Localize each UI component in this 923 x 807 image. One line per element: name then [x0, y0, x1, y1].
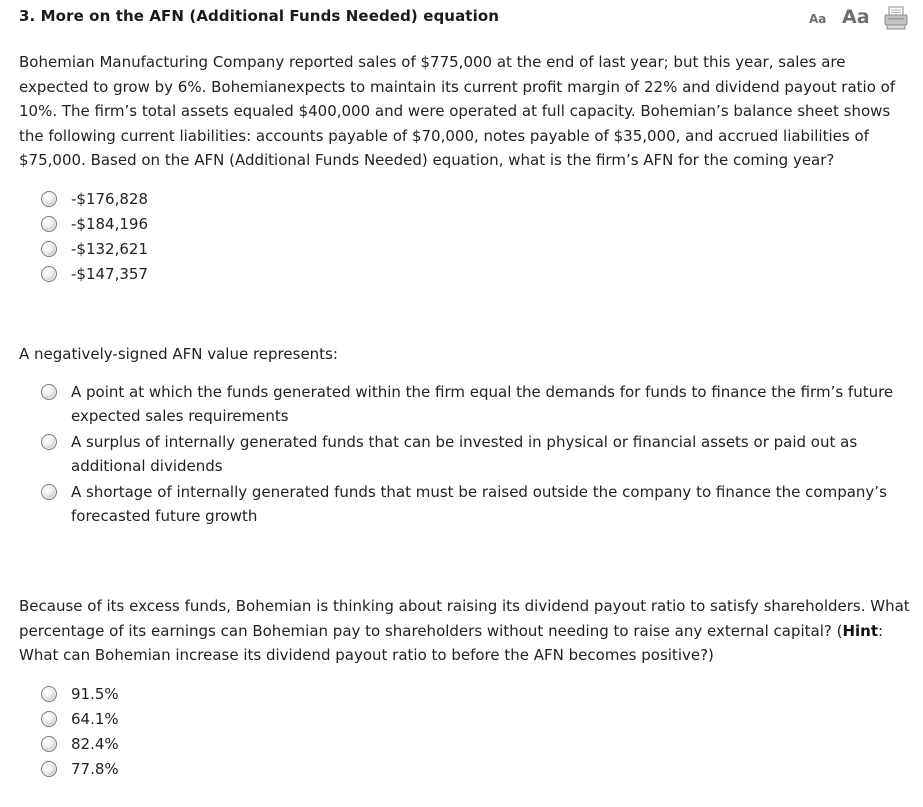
question3-text	[19, 594, 911, 668]
q2-option-2[interactable]	[41, 430, 911, 478]
hint-text: : What can Bohemian increase its dividend payout ratio to before the AFN becomes positive?)	[19, 621, 884, 664]
radio-button-icon[interactable]	[41, 736, 57, 752]
radio-button-icon[interactable]	[41, 484, 57, 500]
question3-main-text: Because of its excess funds, Bohemian is thinking about raising its dividend payout ratio to satisfy shareholders. What percentage of its earnings can Bohemian pay to shareholders without needing to raise any external capital? (	[19, 597, 910, 640]
q3-option-2[interactable]	[41, 707, 119, 732]
decrease-font-button[interactable]: Aa	[809, 12, 827, 26]
question2-text: A negatively-signed AFN value represents:	[19, 345, 338, 363]
radio-button-icon[interactable]	[41, 241, 57, 257]
q1-option-4[interactable]	[41, 262, 148, 287]
question2-options	[41, 380, 911, 530]
radio-button-icon[interactable]	[41, 216, 57, 232]
radio-button-icon[interactable]	[41, 266, 57, 282]
q1-option-label: -$184,196	[71, 215, 148, 233]
q3-option-4[interactable]	[41, 757, 119, 782]
q3-option-label: 82.4%	[71, 735, 119, 753]
q2-option-label: A point at which the funds generated within the firm equal the demands for funds to finance the firm’s future expected sales requirements	[71, 383, 894, 425]
question-header	[0, 0, 923, 36]
question-title: 3. More on the AFN (Additional Funds Needed) equation	[19, 7, 500, 25]
q1-option-label: -$132,621	[71, 240, 148, 258]
radio-button-icon[interactable]	[41, 191, 57, 207]
q3-option-3[interactable]	[41, 732, 119, 757]
q3-option-1[interactable]	[41, 682, 119, 707]
q1-option-2[interactable]	[41, 212, 148, 237]
q2-option-label: A shortage of internally generated funds that must be raised outside the company to finance the company’s forecasted future growth	[71, 483, 887, 525]
hint-label: Hint	[842, 621, 879, 640]
radio-button-icon[interactable]	[41, 384, 57, 400]
increase-font-button[interactable]: Aa	[842, 6, 870, 28]
q1-option-3[interactable]	[41, 237, 148, 262]
print-icon[interactable]	[883, 5, 909, 31]
question1-options	[41, 187, 148, 287]
q1-option-label: -$147,357	[71, 265, 148, 283]
radio-button-icon[interactable]	[41, 434, 57, 450]
radio-button-icon[interactable]	[41, 711, 57, 727]
radio-button-icon[interactable]	[41, 686, 57, 702]
q1-option-1[interactable]	[41, 187, 148, 212]
radio-button-icon[interactable]	[41, 761, 57, 777]
q3-option-label: 77.8%	[71, 760, 119, 778]
question3-options	[41, 682, 119, 782]
q1-option-label: -$176,828	[71, 190, 148, 208]
q2-option-1[interactable]	[41, 380, 911, 428]
q3-option-label: 91.5%	[71, 685, 119, 703]
q2-option-3[interactable]	[41, 480, 911, 528]
q2-option-label: A surplus of internally generated funds that can be invested in physical or financial assets or paid out as additional dividends	[71, 433, 858, 475]
question1-text: Bohemian Manufacturing Company reported sales of $775,000 at the end of last year; but this year, sales are expected to grow by 6%. Bohemianexpects to maintain its current profit margin of 22% and dividend payout ratio of 10%. The firm’s total assets equaled $400,000 and were operated at full capacity. Bohemian’s balance sheet shows the following current liabilities: accounts payable of $70,000, notes payable of $35,000, and accrued liabilities of $75,000. Based on the AFN (Additional Funds Needed) equation, what is the firm’s AFN for the coming year?	[19, 53, 896, 169]
q3-option-label: 64.1%	[71, 710, 119, 728]
